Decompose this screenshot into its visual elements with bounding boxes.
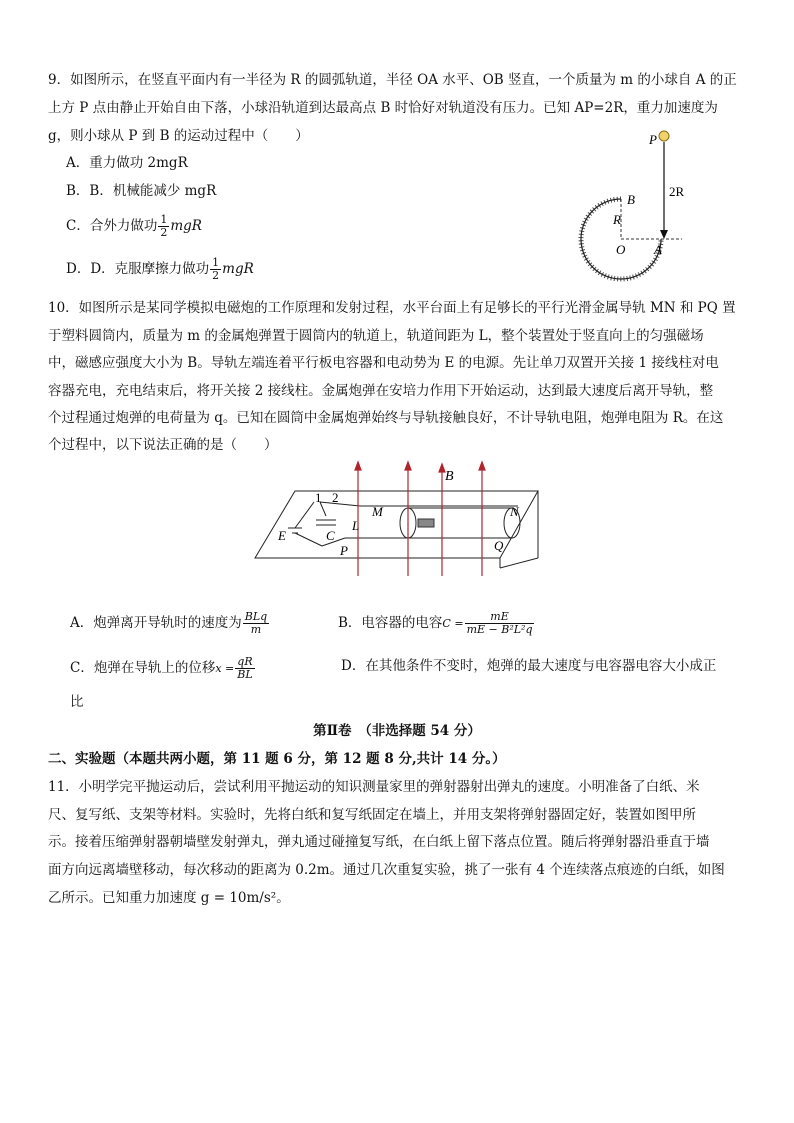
q9-option-d-suffix: mgR	[222, 261, 254, 277]
q10-line-5: 个过程通过炮弹的电荷量为 q。已知在圆筒中金属炮弹始终与导轨接触良好，不计导轨电阻，炮弹电阻为 R。在这	[48, 410, 724, 426]
label-p: P	[340, 543, 348, 558]
ball-p	[659, 131, 669, 141]
projectile	[418, 519, 434, 527]
q9-option-b: B．B．机械能减少 mgR	[66, 183, 217, 199]
label-r: R	[613, 212, 621, 227]
fraction-capacitance	[465, 611, 535, 636]
q10-option-b	[338, 611, 535, 636]
q10-option-a	[70, 611, 270, 636]
label-e: E	[278, 528, 286, 543]
fraction-half	[158, 214, 169, 239]
table-side	[500, 558, 538, 568]
q10-option-b-text: B．电容器的电容	[338, 615, 443, 631]
q9-line-2: 上方 P 点由静止开始自由下落，小球沿轨道到达最高点 B 时恰好对轨道没有压力。已知 AP=2R，重力加速度为	[48, 100, 718, 116]
q9-line-3: g，则小球从 P 到 B 的运动过程中（ ）	[48, 128, 309, 144]
q10-line-1: 10．如图所示是某同学模拟电磁炮的工作原理和发射过程，水平台面上有足够长的平行光滑金属导轨 MN 和 PQ 置	[48, 300, 736, 316]
q10-option-b-lhs: C =	[442, 617, 464, 630]
q10-option-d-line-2: 比	[70, 694, 84, 710]
q10-railgun-figure	[250, 458, 550, 583]
frac-den: 2	[212, 269, 220, 282]
label-n: N	[510, 504, 519, 519]
q9-option-a: A．重力做功 2mgR	[66, 155, 188, 171]
q10-line-2: 于塑料圆筒内，质量为 m 的金属炮弹置于圆筒内的轨道上，轨道间距为 L，整个装置处于竖直向上的匀强磁场	[48, 328, 704, 344]
fraction-blq-m	[243, 611, 269, 636]
frac-num: 1	[212, 256, 220, 269]
q11-line-3: 示。接着压缩弹射器朝墙壁发射弹丸，弹丸通过碰撞复写纸，在白纸上留下落点位置。随后将弹射器沿垂直于墙	[48, 834, 710, 850]
wire-1	[320, 502, 360, 506]
label-b: B	[627, 192, 635, 207]
label-1: 1	[315, 490, 322, 505]
fraction-half	[210, 257, 221, 282]
arrow-head	[660, 230, 668, 239]
q11-line-4: 面方向远离墙壁移动，每次移动的距离为 0.2m。通过几次重复实验，挑了一张有 4 个连续落点痕迹的白纸，如图	[48, 862, 725, 878]
frac-num: mE	[465, 611, 535, 624]
q10-option-d-line-1: D．在其他条件不变时，炮弹的最大速度与电容器电容大小成正	[341, 658, 717, 674]
wire-3	[295, 533, 322, 546]
q9-option-c	[66, 214, 202, 239]
label-o: O	[616, 242, 626, 257]
label-q: Q	[494, 538, 504, 553]
frac-num: qR	[235, 656, 254, 669]
label-m: M	[372, 504, 383, 519]
frac-den: 2	[160, 226, 168, 239]
frac-num: BLq	[244, 610, 268, 623]
fraction-displacement	[235, 656, 254, 681]
label-2r: 2R	[669, 184, 685, 199]
q10-line-4: 容器充电，充电结束后，将开关接 2 接线柱。金属炮弹在安培力作用下开始运动，达到最大速度后离开导轨，整	[48, 383, 714, 399]
q9-circular-track-figure	[572, 122, 722, 292]
frac-den: m	[250, 623, 262, 636]
q9-line-1: 9．如图所示，在竖直平面内有一半径为 R 的圆弧轨道，半径 OA 水平、OB 竖直，一个质量为 m 的小球自 A 的正	[48, 72, 737, 88]
q9-option-d-text: D．D．克服摩擦力做功	[66, 261, 210, 277]
q10-line-3: 中，磁感应强度大小为 B。导轨左端连着平行板电容器和电动势为 E 的电源。先让单刀双置开关接 1 接线柱对电	[48, 355, 719, 371]
q11-line-5: 乙所示。已知重力加速度 g = 10m/s²。	[48, 890, 290, 906]
frac-den: mE − B²L²q	[466, 623, 533, 636]
section-2-heading: 二、实验题（本题共两小题，第 11 题 6 分，第 12 题 8 分,共计 14 分。）	[48, 751, 506, 767]
q10-option-c	[70, 656, 256, 681]
wire-4	[295, 502, 314, 528]
label-c: C	[326, 528, 335, 543]
label-2: 2	[332, 490, 339, 505]
part-2-title: 第Ⅱ卷 （非选择题 54 分）	[313, 723, 481, 739]
q11-line-1: 11．小明学完平抛运动后，尝试利用平抛运动的知识测量家里的弹射器射出弹丸的速度。小明准备了白纸、米	[48, 779, 700, 795]
q9-option-c-text: C．合外力做功	[66, 218, 158, 234]
q10-line-6: 个过程中，以下说法正确的是（ ）	[48, 437, 278, 453]
q10-option-c-lhs: x =	[215, 662, 235, 675]
frac-num: 1	[160, 213, 168, 226]
q10-option-a-text: A．炮弹离开导轨时的速度为	[70, 615, 242, 631]
label-p: P	[649, 132, 657, 147]
label-l: L	[352, 518, 360, 533]
q11-line-2: 尺、复写纸、支架等材料。实验时，先将白纸和复写纸固定在墙上，并用支架将弹射器固定好，装置如图甲所	[48, 807, 696, 823]
q9-option-c-suffix: mgR	[170, 218, 202, 234]
q10-option-c-text: C．炮弹在导轨上的位移	[70, 660, 216, 676]
q9-option-d	[66, 257, 254, 282]
frac-den: BL	[237, 668, 253, 681]
label-b: B	[445, 469, 454, 484]
label-a: A	[654, 242, 662, 257]
